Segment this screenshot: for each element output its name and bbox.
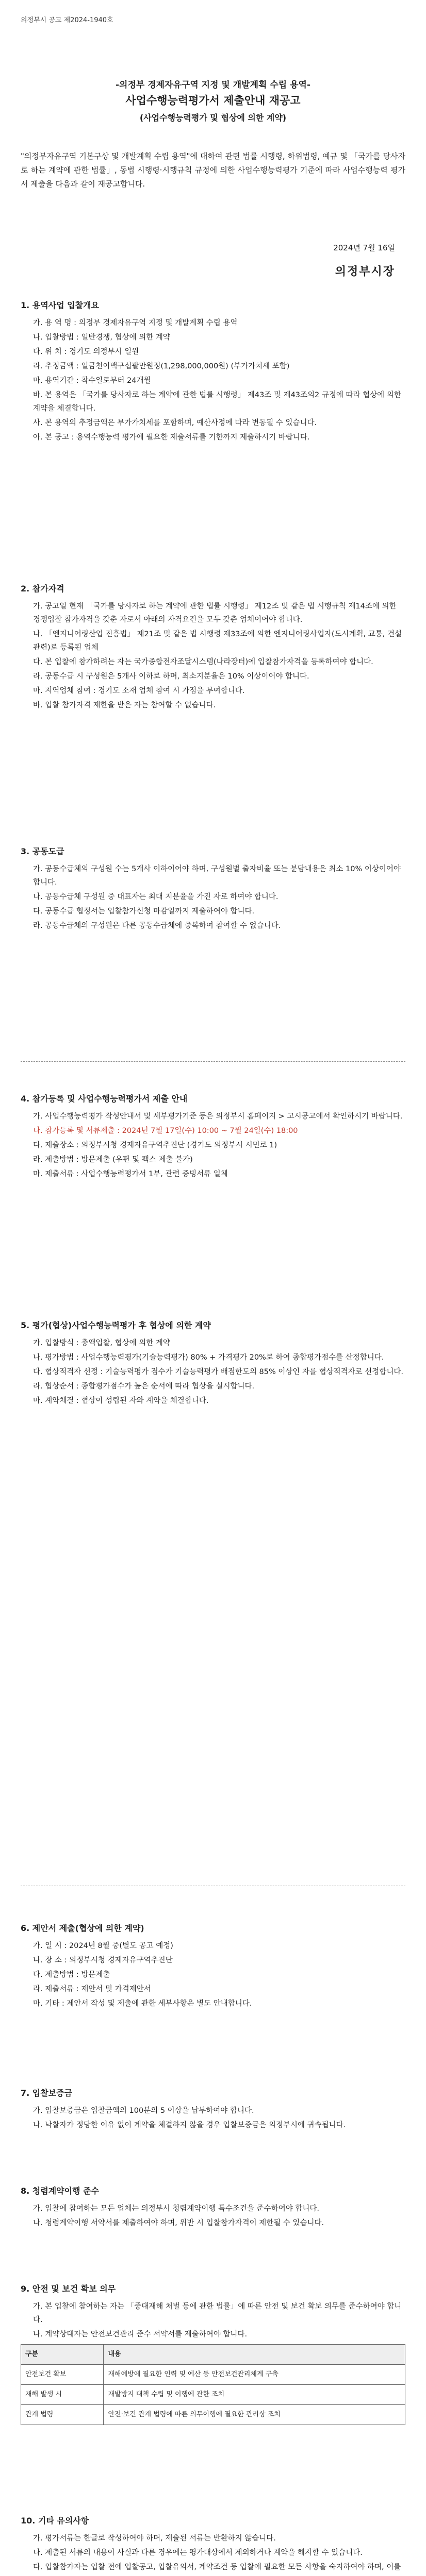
list-item: 가. 사업수행능력평가 작성안내서 및 세부평가기준 등은 의정부시 홈페이지 > 고시공고에서 확인하시기 바랍니다. [33,1112,403,1121]
table-cell: 재해 발생 시 [21,2385,104,2405]
list-item: 라. 공동수급 시 구성원은 5개사 이하로 하며, 최소지분율은 10% 이상이어야 합니다. [33,672,309,681]
list-item: 가. 입찰보증금은 입찰금액의 100분의 5 이상을 납부하여야 합니다. [33,2107,254,2115]
announcement-number: 의정부시 공고 제2024-1940호 [21,16,113,24]
section-heading: 7. 입찰보증금 [21,2088,73,2098]
table-row [21,2385,405,2405]
list-item: 나. 낙찰자가 정당한 이유 없이 계약을 체결하지 않을 경우 입찰보증금은 의정부시에 귀속됩니다. [33,2121,346,2129]
intro-paragraph: "의정부자유구역 기본구상 및 개발계획 수립 용역"에 대하여 관련 법률 시행령, 하위법령, 예규 및 「국가를 당사자로 하는 계약에 관한 법률」, 동법 시행령·시행규칙 규정에 의한 사업수행능력평가 기준에 따라 사업수행능력 평가서 제출을 다음과 같이 재공고합니다. [21,151,405,189]
list-item: 바. 입찰 참가자격 제한을 받은 자는 참여할 수 없습니다. [33,701,216,709]
section-divider [21,1061,405,1062]
list-item: 가. 용 역 명 : 의정부 경제자유구역 지정 및 개발계획 수립 용역 [33,319,238,327]
section-heading: 5. 평가(협상)사업수행능력평가 후 협상에 의한 계약 [21,1320,211,1330]
list-item: 가. 공동수급체의 구성원 수는 5개사 이하이어야 하며, 구성원별 출자비율 또는 분담내용은 최소 10% 이상이어야 합니다. [33,865,401,887]
list-item: 마. 용역기간 : 착수일로부터 24개월 [33,377,151,385]
section-heading: 4. 참가등록 및 사업수행능력평가서 제출 안내 [21,1094,188,1104]
list-item: 라. 협상순서 : 종합평가점수가 높은 순서에 따라 협상을 실시합니다. [33,1382,255,1391]
table-cell: 재발방지 대책 수립 및 이행에 관한 조치 [104,2385,405,2405]
table-row [21,2365,405,2385]
table-cell: 재해예방에 필요한 인력 및 예산 등 안전보건관리체계 구축 [104,2365,405,2385]
list-item: 나. 장 소 : 의정부시청 경제자유구역추진단 [33,1956,173,1964]
list-item: 나. 공동수급체 구성원 중 대표자는 최대 지분율을 가진 자로 하여야 합니다. [33,893,278,901]
list-item: 다. 제출방법 : 방문제출 [33,1971,110,1979]
list-item: 가. 공고일 현재 「국가를 당사자로 하는 계약에 관한 법률 시행령」 제12조 및 같은 법 시행규칙 제14조에 의한 경쟁입찰 참가자격을 갖춘 자로서 아래의 자격요건을 모두 갖춘 업체이어야 합니다. [33,602,397,624]
list-item: 가. 본 입찰에 참여하는 자는 「중대재해 처벌 등에 관한 법률」에 따른 안전 및 보건 확보 의무를 준수하여야 합니다. [33,2302,402,2324]
list-item: 마. 지역업체 참여 : 경기도 소재 업체 참여 시 가점을 부여합니다. [33,687,245,695]
table-cell: 안전보건 확보 [21,2365,104,2385]
table-row [21,2405,405,2425]
table-header: 내용 [104,2345,405,2365]
table-cell: 관계 법령 [21,2405,104,2425]
table-cell: 안전·보건 관계 법령에 따른 의무이행에 필요한 관리상 조치 [104,2405,405,2425]
list-item: 아. 본 공고 : 용역수행능력 평가에 필요한 제출서류를 기한까지 제출하시기 바랍니다. [33,433,310,442]
list-item: 다. 입찰참가자는 입찰 전에 입찰공고, 입찰유의서, 계약조건 등 입찰에 필요한 모든 사항을 숙지하여야 하며, 이를 [33,2563,401,2571]
list-item: 나. 「엔지니어링산업 진흥법」 제21조 및 같은 법 시행령 제33조에 의한 엔지니어링사업자(도시계획, 교통, 건설 관련)로 등록된 업체 [33,630,402,652]
section-evaluation [21,1319,405,1409]
section-proposal [21,1922,405,2011]
list-item: 라. 공동수급체의 구성원은 다른 공동수급체에 중복하여 참여할 수 없습니다. [33,922,281,930]
title-line-2: 사업수행능력평가서 제출안내 재공고 [125,94,301,107]
section-integrity [21,2184,405,2231]
section-eligibility [21,582,405,713]
list-item: 가. 입찰방식 : 총액입찰, 협상에 의한 계약 [33,1339,170,1347]
list-item: 가. 입찰에 참여하는 모든 업체는 의정부시 청렴계약이행 특수조건을 준수하여야 합니다. [33,2205,319,2213]
section-heading: 2. 참가자격 [21,584,64,594]
list-item: 나. 계약상대자는 안전보건관리 준수 서약서를 제출하여야 합니다. [33,2330,248,2338]
section-joint-contract [21,845,405,934]
section-heading: 10. 기타 유의사항 [21,2516,89,2526]
title-line-1: -의정부 경제자유구역 지정 및 개발계획 수립 용역- [115,80,311,90]
list-item: 다. 공동수급 협정서는 입찰참가신청 마감일까지 제출하여야 합니다. [33,907,255,916]
title-subtitle: (사업수행능력평가 및 협상에 의한 계약) [139,113,287,123]
section-heading: 3. 공동도급 [21,846,64,856]
list-item-deadline: 나. 참가등록 및 서류제출 : 2024년 7월 17일(수) 10:00 ~ 7월 24일(수) 18:00 [33,1127,298,1135]
section-notes [21,2514,405,2576]
section-heading: 1. 용역사업 입찰개요 [21,300,99,310]
announcement-date: 2024년 7월 16일 [333,243,395,252]
section-heading: 6. 제안서 제출(협상에 의한 계약) [21,1923,144,1933]
list-item: 다. 협상적격자 선정 : 기술능력평가 점수가 기술능력평가 배점한도의 85% 이상인 자를 협상적격자로 선정합니다. [33,1368,403,1376]
section-overview [21,299,405,445]
section-safety [21,2282,405,2425]
list-item: 나. 제출된 서류의 내용이 사실과 다른 경우에는 평가대상에서 제외하거나 계약을 해지할 수 있습니다. [33,2549,363,2557]
section-bid-bond [21,2087,405,2133]
list-item: 다. 본 입찰에 참가하려는 자는 국가종합전자조달시스템(나라장터)에 입찰참가자격을 등록하여야 합니다. [33,658,373,666]
section-heading: 8. 청렴계약이행 준수 [21,2186,99,2196]
list-item: 나. 청렴계약이행 서약서를 제출하여야 하며, 위반 시 입찰참가자격이 제한될 수 있습니다. [33,2219,324,2227]
list-item: 라. 추정금액 : 일금천이백구십팔만원정(1,298,000,000원) (부가가치세 포함) [33,362,290,370]
list-item: 마. 계약체결 : 협상이 성립된 자와 계약을 체결합니다. [33,1397,209,1405]
list-item: 마. 기타 : 제안서 작성 및 제출에 관한 세부사항은 별도 안내합니다. [33,1999,252,2008]
list-item: 바. 본 용역은 「국가를 당사자로 하는 계약에 관한 법률 시행령」 제43조 및 제43조의2 규정에 따라 협상에 의한 계약을 체결합니다. [33,391,401,413]
list-item: 다. 위 치 : 경기도 의정부시 일원 [33,348,139,356]
issuing-organization: 의정부시장 [335,265,395,278]
section-heading: 9. 안전 및 보건 확보 의무 [21,2284,116,2294]
list-item: 가. 일 시 : 2024년 8월 중(별도 공고 예정) [33,1942,173,1950]
list-item: 다. 제출장소 : 의정부시청 경제자유구역추진단 (경기도 의정부시 시민로 1) [33,1141,277,1149]
list-item: 라. 제출서류 : 제안서 및 가격제안서 [33,1985,151,1993]
table-header-row [21,2345,405,2365]
list-item: 사. 본 용역의 추정금액은 부가가치세를 포함하며, 예산사정에 따라 변동될 수 있습니다. [33,419,317,427]
list-item: 나. 평가방법 : 사업수행능력평가(기술능력평가) 80% + 가격평가 20%로 하여 종합평가점수를 산정합니다. [33,1353,384,1362]
list-item: 가. 평가서류는 한글로 작성하여야 하며, 제출된 서류는 반환하지 않습니다. [33,2534,276,2543]
list-item: 나. 입찰방법 : 일반경쟁, 협상에 의한 계약 [33,333,170,342]
section-registration [21,1092,405,1182]
table-header: 구분 [21,2345,104,2365]
list-item: 마. 제출서류 : 사업수행능력평가서 1부, 관련 증빙서류 일체 [33,1170,228,1178]
safety-table [21,2344,405,2425]
list-item: 라. 제출방법 : 방문제출 (우편 및 팩스 제출 불가) [33,1156,193,1164]
title-block [21,77,405,126]
